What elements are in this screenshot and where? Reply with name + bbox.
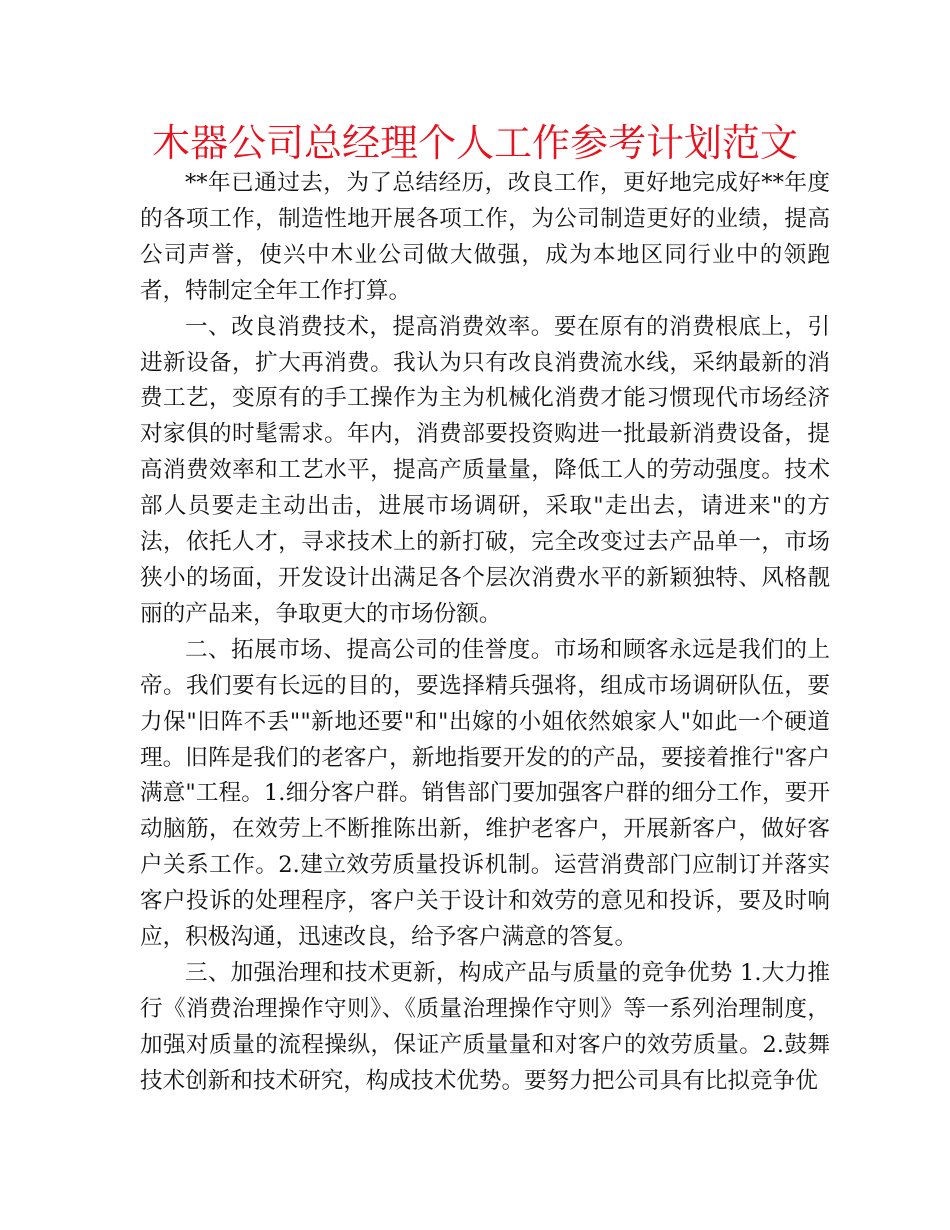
section-two-paragraph: 二、拓展市场、提高公司的佳誉度。市场和顾客永远是我们的上帝。我们要有长远的目的，要选择精兵强将，组成市场调研队伍，要力保"旧阵不丢""新地还要"和"出嫁的小姐依然娘家人"如此一个硬道理。旧阵是我们的老客户，新地指要开发的的产品，要接着推行"客户满意"工程。1.细分客户群。销售部门要加强客户群的细分工作，要开动脑筋，在效劳上不断推陈出新，维护老客户，开展新客户，做好客户关系工作。2.建立效劳质量投诉机制。运营消费部门应制订并落实客户投诉的处理程序，客户关于设计和效劳的意见和投诉，要及时响应，积极沟通，迅速改良，给予客户满意的答复。 bbox=[140, 636, 830, 951]
document-body bbox=[140, 166, 830, 1100]
section-one-paragraph: 一、改良消费技术，提高消费效率。要在原有的消费根底上，引进新设备，扩大再消费。我认为只有改良消费流水线，采纳最新的消费工艺，变原有的手工操作为主为机械化消费才能习惯现代市场经济对家俱的时髦需求。年内，消费部要投资购进一批最新消费设备，提高消费效率和工艺水平，提高产质量量，降低工人的劳动强度。技术部人员要走主动出击，进展市场调研，采取"走出去，请进来"的方法，依托人才，寻求技术上的新打破，完全改变过去产品单一，市场狭小的场面，开发设计出满足各个层次消费水平的新颖独特、风格靓丽的产品来，争取更大的市场份额。 bbox=[140, 313, 830, 627]
intro-paragraph: **年已通过去，为了总结经历，改良工作，更好地完成好**年度的各项工作，制造性地开展各项工作，为公司制造更好的业绩，提高公司声誉，使兴中木业公司做大做强，成为本地区同行业中的领跑者，特制定全年工作打算。 bbox=[140, 170, 830, 304]
section-three-paragraph: 三、加强治理和技术更新，构成产品与质量的竞争优势 1.大力推行《消费治理操作守则》、《质量治理操作守则》等一系列治理制度，加强对质量的流程操纵，保证产质量量和对客户的效劳质量。2.鼓舞技术创新和技术研究，构成技术优势。要努力把公司具有比拟竞争优 bbox=[140, 959, 830, 1094]
document-title: 木器公司总经理个人工作参考计划范文 bbox=[151, 121, 798, 165]
